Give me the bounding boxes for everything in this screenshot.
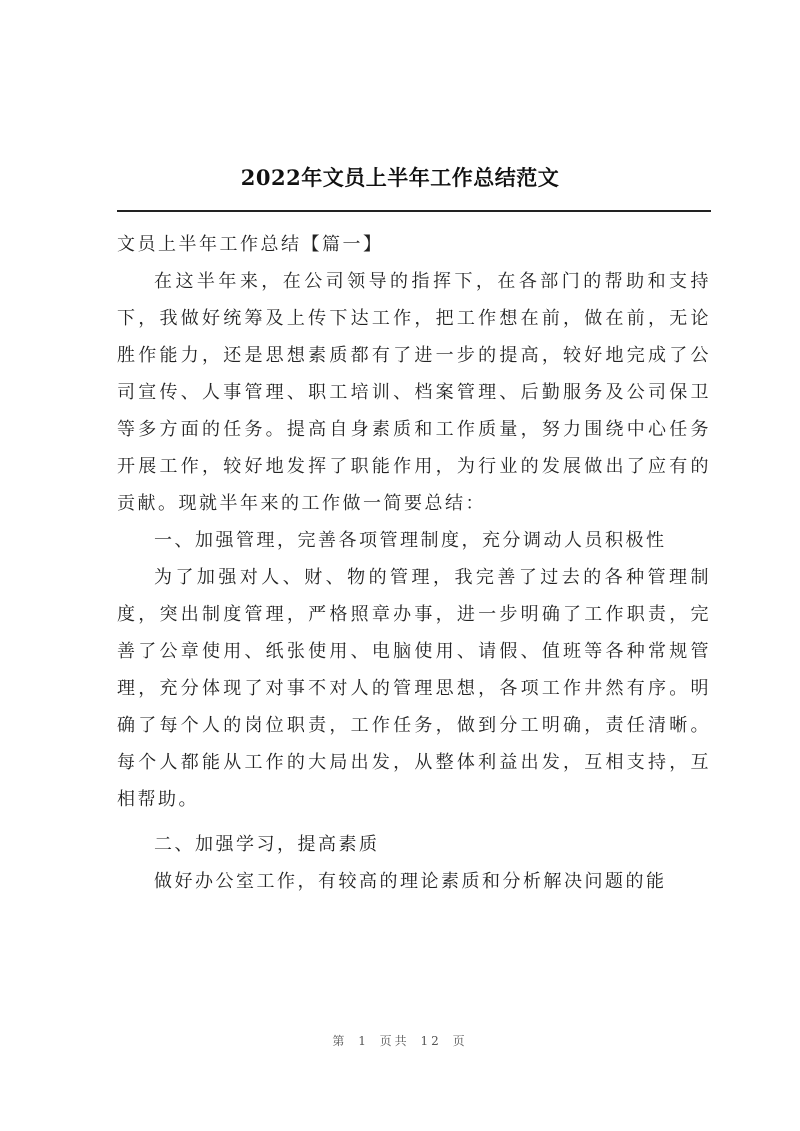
- section-label: 文员上半年工作总结【篇一】: [117, 234, 384, 255]
- section-heading-1: 一、加强管理，完善各项管理制度，充分调动人员积极性: [154, 530, 667, 551]
- title-divider: [117, 210, 711, 212]
- page-footer: [0, 1032, 800, 1049]
- footer-di: 第: [332, 1034, 348, 1048]
- footer-total-pages: 12: [420, 1034, 442, 1048]
- footer-page-number: 1: [358, 1034, 369, 1048]
- paragraph-management: 为了加强对人、财、物的管理，我完善了过去的各种管理制度，突出制度管理，严格照章办事，进一步明确了工作职责，完善了公章使用、纸张使用、电脑使用、请假、值班等各种常规管理，充分体现了对事不对人的管理思想，各项工作井然有序。明确了每个人的岗位职责，工作任务，做到分工明确，责任清晰。每个人都能从工作的大局出发，从整体利益出发，互相支持，互相帮助。: [117, 567, 711, 810]
- paragraph-intro: 在这半年来，在公司领导的指挥下，在各部门的帮助和支持下，我做好统筹及上传下达工作，把工作想在前，做在前，无论胜作能力，还是思想素质都有了进一步的提高，较好地完成了公司宣传、人事管理、职工培训、档案管理、后勤服务及公司保卫等多方面的任务。提高自身素质和工作质量，努力围绕中心任务开展工作，较好地发挥了职能作用，为行业的发展做出了应有的贡献。现就半年来的工作做一简要总结：: [117, 271, 711, 514]
- footer-ye-gong: 页共: [379, 1034, 410, 1048]
- document-title: 2022年文员上半年工作总结范文: [240, 165, 560, 190]
- footer-ye: 页: [452, 1034, 468, 1048]
- paragraph-study: 做好办公室工作，有较高的理论素质和分析解决问题的能: [154, 871, 667, 892]
- section-heading-2: 二、加强学习，提高素质: [154, 834, 380, 855]
- document-body: [117, 226, 711, 900]
